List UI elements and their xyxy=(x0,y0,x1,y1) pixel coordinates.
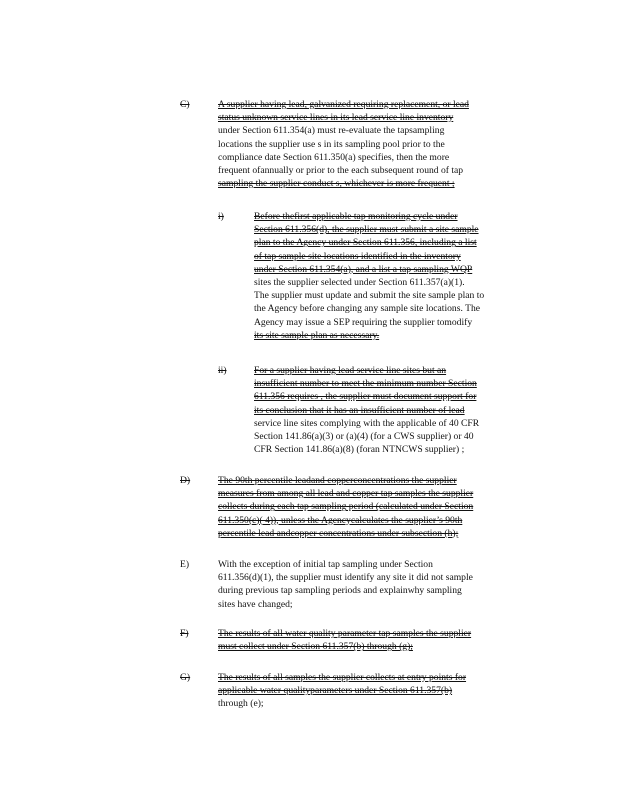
item-text xyxy=(254,364,479,456)
text-line xyxy=(254,364,479,377)
text-line xyxy=(218,584,473,597)
text-line xyxy=(254,263,484,276)
text-segment: percentile lead andcopper concentrations under subsection (h); xyxy=(218,527,459,539)
text-segment: under Section 611.354(a) must re-evaluate the tapsampling xyxy=(218,125,445,137)
text-segment: plan to the Agency under Section 611.356, including a list xyxy=(254,237,477,249)
text-line xyxy=(218,627,471,640)
text-line xyxy=(254,250,484,263)
text-segment: With the exception of initial tap sampling under Section xyxy=(218,559,433,570)
item-text xyxy=(218,98,469,190)
text-segment: of tap sample site locations identified in the inventory xyxy=(254,250,461,262)
item-text xyxy=(254,210,484,342)
text-line xyxy=(254,236,484,249)
text-line xyxy=(218,640,471,653)
item-label: ii) xyxy=(218,365,227,376)
item-label: F) xyxy=(180,628,189,639)
item-text xyxy=(218,474,473,540)
text-line xyxy=(218,164,469,177)
text-line xyxy=(218,527,473,540)
text-segment: frequent ofannually or prior to the each subsequent round of tap xyxy=(218,164,464,176)
text-segment: The results of all samples the supplier collects at entry points for xyxy=(218,672,467,683)
text-segment: through (e); xyxy=(218,698,264,710)
text-line xyxy=(254,404,479,417)
text-segment: under Section 611.354(a), and a list a tap sampling WQP xyxy=(254,263,473,275)
text-line xyxy=(254,377,479,390)
text-line xyxy=(218,571,473,584)
text-line xyxy=(218,98,469,111)
text-segment: insufficient number to meet the minimum number Section xyxy=(254,378,477,390)
text-segment: must collect under Section 611.357(b) through (g); xyxy=(218,641,413,653)
text-line xyxy=(218,697,466,710)
text-line xyxy=(218,514,473,527)
text-segment: compliance date Section 611.350(a) specifies, then the more xyxy=(218,151,450,163)
text-segment: The supplier must update and submit the site sample plan to xyxy=(254,290,485,302)
item-text xyxy=(218,627,471,653)
text-line xyxy=(254,390,479,403)
text-line xyxy=(218,124,469,137)
item-label: G) xyxy=(180,672,191,683)
text-segment: A supplier having lead, galvanized requiring replacement, or lead xyxy=(218,99,469,110)
text-segment: Section 141.86(a)(3) or (a)(4) (for a CWS supplier) or 40 xyxy=(254,430,474,442)
item-label: D) xyxy=(180,475,191,486)
text-segment: Agency may issue a SEP requiring the supplier tomodify xyxy=(254,316,473,328)
text-line xyxy=(218,598,473,611)
text-segment: the Agency before changing any sample site locations. The xyxy=(254,303,481,315)
text-line xyxy=(218,138,469,151)
text-segment: sites the supplier selected under Section 611.357(a)(1). xyxy=(254,276,465,288)
text-line xyxy=(218,487,473,500)
text-line xyxy=(254,443,479,456)
item-label: C) xyxy=(180,99,190,110)
text-segment: measures from among all lead and copper tap samples the supplier xyxy=(218,488,474,500)
text-segment: Before thefirst applicable tap monitoring cycle under xyxy=(254,211,458,222)
text-line xyxy=(254,289,484,302)
text-segment: its conclusion that it has an insufficient number of lead xyxy=(254,404,465,416)
text-line xyxy=(254,223,484,236)
text-line xyxy=(218,177,469,190)
item-text xyxy=(218,558,473,611)
text-segment: CFR Section 141.86(a)(8) (foran NTNCWS supplier) ; xyxy=(254,444,465,456)
text-line xyxy=(218,151,469,164)
text-segment: status unknown service lines in its lead service line inventory xyxy=(218,112,454,124)
text-line xyxy=(254,430,479,443)
text-segment: 611.356(d)(1), the supplier must identify any site it did not sample xyxy=(218,572,473,584)
item-label: E) xyxy=(180,559,190,570)
text-segment: sites have changed; xyxy=(218,598,293,610)
text-segment: locations the supplier use s in its sampling pool prior to the xyxy=(218,138,445,150)
text-line xyxy=(254,329,484,342)
text-line xyxy=(254,316,484,329)
text-line xyxy=(218,474,473,487)
text-segment: The 90th percentile leadand copperconcentrations the supplier xyxy=(218,475,457,486)
text-line xyxy=(254,417,479,430)
text-segment: 611.350(c)( 4)), unless the Agencycalculates the supplier’s 90th xyxy=(218,514,463,526)
text-line xyxy=(218,558,473,571)
text-line xyxy=(218,671,466,684)
text-segment: its site sample plan as necessary. xyxy=(254,329,380,341)
text-line xyxy=(218,500,473,513)
text-segment: The results of all water quality parameter tap samples the supplier xyxy=(218,628,472,639)
text-line xyxy=(218,684,466,697)
text-line xyxy=(254,210,484,223)
text-segment: service line sites complying with the applicable of 40 CFR xyxy=(254,417,480,429)
item-text xyxy=(218,671,466,711)
text-segment: collects during each tap sampling period (calculated under Section xyxy=(218,501,474,513)
text-segment: during previous tap sampling periods and explainwhy sampling xyxy=(218,585,462,597)
text-segment: applicable water qualityparameters under Section 611.357(b) xyxy=(218,685,453,697)
text-segment: For a supplier having lead service line sites but an xyxy=(254,365,447,376)
text-segment: Section 611.356(d), the supplier must submit a site sample xyxy=(254,224,479,236)
text-line xyxy=(218,111,469,124)
text-line xyxy=(254,302,484,315)
text-segment: 611.356 requires , the supplier must document support for xyxy=(254,391,477,403)
text-segment: sampling the supplier conduct s, whichever is more frequent ; xyxy=(218,178,455,190)
item-label: i) xyxy=(218,211,224,222)
text-line xyxy=(254,276,484,289)
